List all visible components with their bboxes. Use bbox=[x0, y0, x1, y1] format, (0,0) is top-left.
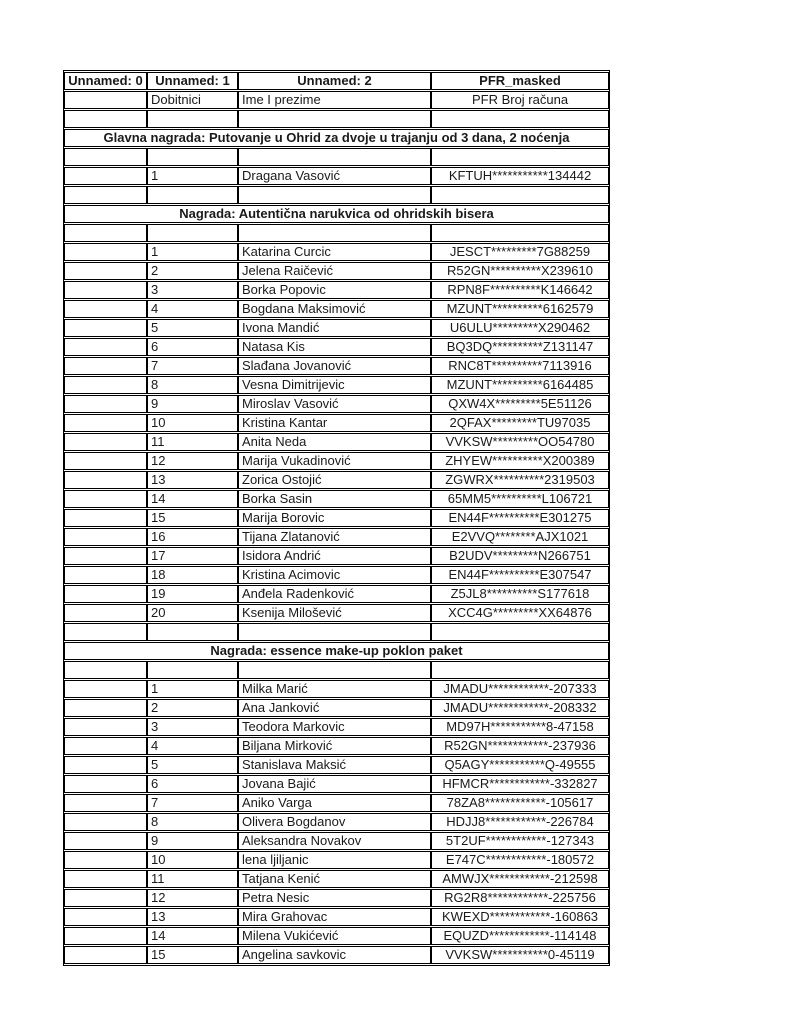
empty-cell bbox=[64, 737, 147, 755]
table-row bbox=[64, 775, 609, 793]
pfr-masked-cell: MZUNT**********6162579 bbox=[431, 300, 609, 318]
pfr-masked-cell: E2VVQ********AJX1021 bbox=[431, 528, 609, 546]
table-row bbox=[64, 490, 609, 508]
header-row bbox=[64, 72, 609, 90]
winner-name-cell: Vesna Dimitrijevic bbox=[238, 376, 431, 394]
pfr-masked-cell: Q5AGY***********Q-49555 bbox=[431, 756, 609, 774]
empty-cell bbox=[64, 889, 147, 907]
winner-name-cell: Aleksandra Novakov bbox=[238, 832, 431, 850]
table-row bbox=[64, 851, 609, 869]
table-row bbox=[64, 699, 609, 717]
pfr-masked-cell: E747C************-180572 bbox=[431, 851, 609, 869]
pfr-masked-cell: 5T2UF************-127343 bbox=[431, 832, 609, 850]
table-row bbox=[64, 338, 609, 356]
empty-cell bbox=[64, 908, 147, 926]
winner-number-cell: 2 bbox=[147, 699, 238, 717]
spacer-row bbox=[64, 148, 609, 166]
empty-cell bbox=[147, 148, 238, 166]
winner-name-cell: Aniko Varga bbox=[238, 794, 431, 812]
winner-name-cell: Borka Popovic bbox=[238, 281, 431, 299]
empty-cell bbox=[238, 148, 431, 166]
winner-name-cell: Stanislava Maksić bbox=[238, 756, 431, 774]
empty-cell bbox=[238, 110, 431, 128]
subheader-row bbox=[64, 91, 609, 109]
table-row bbox=[64, 262, 609, 280]
winners-table bbox=[63, 70, 610, 966]
empty-cell bbox=[64, 718, 147, 736]
winner-number-cell: 15 bbox=[147, 509, 238, 527]
table-row bbox=[64, 870, 609, 888]
table-row bbox=[64, 433, 609, 451]
section-title-cell: Nagrada: essence make-up poklon paket bbox=[64, 642, 609, 660]
winner-name-cell: Angelina savkovic bbox=[238, 946, 431, 964]
winner-name-cell: Natasa Kis bbox=[238, 338, 431, 356]
pfr-masked-cell: XCC4G*********XX64876 bbox=[431, 604, 609, 622]
empty-cell bbox=[64, 528, 147, 546]
pfr-masked-cell: MD97H***********8-47158 bbox=[431, 718, 609, 736]
winner-name-cell: Ana Janković bbox=[238, 699, 431, 717]
pfr-masked-cell: ZHYEW**********X200389 bbox=[431, 452, 609, 470]
table-row bbox=[64, 585, 609, 603]
empty-cell bbox=[64, 376, 147, 394]
empty-cell bbox=[147, 224, 238, 242]
table-row bbox=[64, 927, 609, 945]
spacer-row bbox=[64, 661, 609, 679]
winner-name-cell: Jelena Raičević bbox=[238, 262, 431, 280]
empty-cell bbox=[64, 851, 147, 869]
section-title-cell: Glavna nagrada: Putovanje u Ohrid za dvoje u trajanju od 3 dana, 2 noćenja bbox=[64, 129, 609, 147]
table-row bbox=[64, 737, 609, 755]
empty-cell bbox=[238, 186, 431, 204]
winner-name-cell: Mira Grahovac bbox=[238, 908, 431, 926]
empty-cell bbox=[238, 224, 431, 242]
pfr-masked-cell: BQ3DQ**********Z131147 bbox=[431, 338, 609, 356]
pfr-masked-cell: R52GN************-237936 bbox=[431, 737, 609, 755]
table-row bbox=[64, 756, 609, 774]
table-row bbox=[64, 547, 609, 565]
table-row bbox=[64, 813, 609, 831]
winner-number-cell: 1 bbox=[147, 243, 238, 261]
empty-cell bbox=[431, 661, 609, 679]
empty-cell bbox=[64, 623, 147, 641]
winner-number-cell: 20 bbox=[147, 604, 238, 622]
empty-cell bbox=[64, 414, 147, 432]
pfr-masked-cell: U6ULU*********X290462 bbox=[431, 319, 609, 337]
table-row bbox=[64, 167, 609, 185]
pfr-masked-cell: 78ZA8************-105617 bbox=[431, 794, 609, 812]
winner-name-cell: Tijana Zlatanović bbox=[238, 528, 431, 546]
empty-cell bbox=[64, 813, 147, 831]
empty-cell bbox=[64, 319, 147, 337]
winner-number-cell: 13 bbox=[147, 908, 238, 926]
winner-number-cell: 13 bbox=[147, 471, 238, 489]
empty-cell bbox=[147, 110, 238, 128]
winner-number-cell: 9 bbox=[147, 395, 238, 413]
empty-cell bbox=[64, 300, 147, 318]
empty-cell bbox=[64, 585, 147, 603]
col-header-unnamed-0: Unnamed: 0 bbox=[64, 72, 147, 90]
empty-cell bbox=[64, 148, 147, 166]
winner-number-cell: 8 bbox=[147, 813, 238, 831]
table-row bbox=[64, 414, 609, 432]
winner-number-cell: 7 bbox=[147, 357, 238, 375]
empty-cell bbox=[64, 832, 147, 850]
empty-cell bbox=[64, 91, 147, 109]
table-row bbox=[64, 471, 609, 489]
empty-cell bbox=[64, 604, 147, 622]
winner-name-cell: Petra Nesic bbox=[238, 889, 431, 907]
winner-name-cell: Jovana Bajić bbox=[238, 775, 431, 793]
pfr-masked-cell: RG2R8************-225756 bbox=[431, 889, 609, 907]
table-body bbox=[64, 72, 609, 964]
winner-number-cell: 17 bbox=[147, 547, 238, 565]
empty-cell bbox=[64, 490, 147, 508]
winner-name-cell: Zorica Ostojić bbox=[238, 471, 431, 489]
winner-number-cell: 6 bbox=[147, 775, 238, 793]
table-row bbox=[64, 680, 609, 698]
winner-name-cell: Isidora Andrić bbox=[238, 547, 431, 565]
winner-number-cell: 10 bbox=[147, 851, 238, 869]
winner-name-cell: Tatjana Kenić bbox=[238, 870, 431, 888]
winner-number-cell: 5 bbox=[147, 319, 238, 337]
table-row bbox=[64, 376, 609, 394]
table-row bbox=[64, 357, 609, 375]
empty-cell bbox=[64, 357, 147, 375]
empty-cell bbox=[64, 775, 147, 793]
table-row bbox=[64, 300, 609, 318]
empty-cell bbox=[431, 186, 609, 204]
spacer-row bbox=[64, 186, 609, 204]
winner-name-cell: Bogdana Maksimović bbox=[238, 300, 431, 318]
empty-cell bbox=[147, 623, 238, 641]
pfr-masked-cell: R52GN**********X239610 bbox=[431, 262, 609, 280]
section-title-row bbox=[64, 129, 609, 147]
subheader-ime-i-prezime: Ime I prezime bbox=[238, 91, 431, 109]
table-row bbox=[64, 946, 609, 964]
empty-cell bbox=[64, 566, 147, 584]
pfr-masked-cell: QXW4X*********5E51126 bbox=[431, 395, 609, 413]
winner-number-cell: 7 bbox=[147, 794, 238, 812]
subheader-dobitnici: Dobitnici bbox=[147, 91, 238, 109]
winner-number-cell: 11 bbox=[147, 433, 238, 451]
winner-name-cell: Ksenija Milošević bbox=[238, 604, 431, 622]
spacer-row bbox=[64, 110, 609, 128]
winner-number-cell: 9 bbox=[147, 832, 238, 850]
empty-cell bbox=[238, 623, 431, 641]
empty-cell bbox=[64, 186, 147, 204]
empty-cell bbox=[238, 661, 431, 679]
winner-number-cell: 3 bbox=[147, 718, 238, 736]
pfr-masked-cell: 2QFAX*********TU97035 bbox=[431, 414, 609, 432]
pfr-masked-cell: MZUNT**********6164485 bbox=[431, 376, 609, 394]
winner-name-cell: Katarina Curcic bbox=[238, 243, 431, 261]
empty-cell bbox=[64, 699, 147, 717]
table-row bbox=[64, 889, 609, 907]
pfr-masked-cell: EN44F**********E301275 bbox=[431, 509, 609, 527]
table-row bbox=[64, 452, 609, 470]
section-title-row bbox=[64, 205, 609, 223]
table-row bbox=[64, 794, 609, 812]
winner-number-cell: 16 bbox=[147, 528, 238, 546]
empty-cell bbox=[431, 623, 609, 641]
winner-number-cell: 15 bbox=[147, 946, 238, 964]
winner-number-cell: 10 bbox=[147, 414, 238, 432]
winner-name-cell: Miroslav Vasović bbox=[238, 395, 431, 413]
table-row bbox=[64, 243, 609, 261]
empty-cell bbox=[431, 224, 609, 242]
pfr-masked-cell: ZGWRX**********2319503 bbox=[431, 471, 609, 489]
winner-number-cell: 18 bbox=[147, 566, 238, 584]
table-row bbox=[64, 832, 609, 850]
empty-cell bbox=[431, 110, 609, 128]
pfr-masked-cell: EN44F**********E307547 bbox=[431, 566, 609, 584]
winner-name-cell: lena ljiljanic bbox=[238, 851, 431, 869]
empty-cell bbox=[64, 661, 147, 679]
empty-cell bbox=[64, 243, 147, 261]
winner-number-cell: 11 bbox=[147, 870, 238, 888]
winner-number-cell: 3 bbox=[147, 281, 238, 299]
empty-cell bbox=[64, 870, 147, 888]
pfr-masked-cell: JESCT*********7G88259 bbox=[431, 243, 609, 261]
winner-number-cell: 12 bbox=[147, 452, 238, 470]
spacer-row bbox=[64, 224, 609, 242]
empty-cell bbox=[64, 110, 147, 128]
spacer-row bbox=[64, 623, 609, 641]
table-row bbox=[64, 395, 609, 413]
empty-cell bbox=[64, 452, 147, 470]
empty-cell bbox=[431, 148, 609, 166]
winner-number-cell: 12 bbox=[147, 889, 238, 907]
empty-cell bbox=[64, 756, 147, 774]
winner-name-cell: Borka Sasin bbox=[238, 490, 431, 508]
winner-number-cell: 1 bbox=[147, 167, 238, 185]
table-row bbox=[64, 528, 609, 546]
winner-number-cell: 4 bbox=[147, 737, 238, 755]
table-row bbox=[64, 566, 609, 584]
col-header-unnamed-2: Unnamed: 2 bbox=[238, 72, 431, 90]
winner-name-cell: Dragana Vasović bbox=[238, 167, 431, 185]
pfr-masked-cell: HDJJ8************-226784 bbox=[431, 813, 609, 831]
empty-cell bbox=[64, 794, 147, 812]
pfr-masked-cell: 65MM5**********L106721 bbox=[431, 490, 609, 508]
winner-number-cell: 5 bbox=[147, 756, 238, 774]
empty-cell bbox=[64, 395, 147, 413]
winner-number-cell: 14 bbox=[147, 490, 238, 508]
empty-cell bbox=[64, 471, 147, 489]
pfr-masked-cell: EQUZD************-114148 bbox=[431, 927, 609, 945]
empty-cell bbox=[64, 547, 147, 565]
pfr-masked-cell: RNC8T**********7113916 bbox=[431, 357, 609, 375]
winner-number-cell: 19 bbox=[147, 585, 238, 603]
winner-name-cell: Teodora Markovic bbox=[238, 718, 431, 736]
winner-number-cell: 1 bbox=[147, 680, 238, 698]
col-header-pfr-masked: PFR_masked bbox=[431, 72, 609, 90]
winner-name-cell: Marija Borovic bbox=[238, 509, 431, 527]
empty-cell bbox=[64, 680, 147, 698]
pfr-masked-cell: Z5JL8**********S177618 bbox=[431, 585, 609, 603]
empty-cell bbox=[147, 661, 238, 679]
pfr-masked-cell: VVKSW*********OO54780 bbox=[431, 433, 609, 451]
table-row bbox=[64, 319, 609, 337]
winner-name-cell: Marija Vukadinović bbox=[238, 452, 431, 470]
winner-name-cell: Ivona Mandić bbox=[238, 319, 431, 337]
col-header-unnamed-1: Unnamed: 1 bbox=[147, 72, 238, 90]
pfr-masked-cell: KFTUH***********134442 bbox=[431, 167, 609, 185]
winner-number-cell: 8 bbox=[147, 376, 238, 394]
winner-name-cell: Kristina Acimovic bbox=[238, 566, 431, 584]
winner-name-cell: Anđela Radenković bbox=[238, 585, 431, 603]
empty-cell bbox=[147, 186, 238, 204]
table-row bbox=[64, 509, 609, 527]
pfr-masked-cell: JMADU************-207333 bbox=[431, 680, 609, 698]
table-row bbox=[64, 908, 609, 926]
winner-name-cell: Kristina Kantar bbox=[238, 414, 431, 432]
subheader-pfr-broj-racuna: PFR Broj računa bbox=[431, 91, 609, 109]
winner-name-cell: Olivera Bogdanov bbox=[238, 813, 431, 831]
pfr-masked-cell: HFMCR************-332827 bbox=[431, 775, 609, 793]
empty-cell bbox=[64, 946, 147, 964]
empty-cell bbox=[64, 224, 147, 242]
pfr-masked-cell: KWEXD************-160863 bbox=[431, 908, 609, 926]
winner-name-cell: Anita Neda bbox=[238, 433, 431, 451]
table-row bbox=[64, 604, 609, 622]
winner-number-cell: 14 bbox=[147, 927, 238, 945]
empty-cell bbox=[64, 262, 147, 280]
empty-cell bbox=[64, 927, 147, 945]
winner-name-cell: Biljana Mirković bbox=[238, 737, 431, 755]
winner-number-cell: 4 bbox=[147, 300, 238, 318]
winner-name-cell: Milena Vukićević bbox=[238, 927, 431, 945]
winner-number-cell: 2 bbox=[147, 262, 238, 280]
empty-cell bbox=[64, 509, 147, 527]
pfr-masked-cell: B2UDV*********N266751 bbox=[431, 547, 609, 565]
winner-name-cell: Slađana Jovanović bbox=[238, 357, 431, 375]
pfr-masked-cell: AMWJX************-212598 bbox=[431, 870, 609, 888]
pfr-masked-cell: VVKSW***********0-45119 bbox=[431, 946, 609, 964]
winner-number-cell: 6 bbox=[147, 338, 238, 356]
pfr-masked-cell: JMADU************-208332 bbox=[431, 699, 609, 717]
table-row bbox=[64, 718, 609, 736]
pfr-masked-cell: RPN8F**********K146642 bbox=[431, 281, 609, 299]
empty-cell bbox=[64, 433, 147, 451]
table-row bbox=[64, 281, 609, 299]
section-title-row bbox=[64, 642, 609, 660]
empty-cell bbox=[64, 281, 147, 299]
empty-cell bbox=[64, 167, 147, 185]
winner-name-cell: Milka Marić bbox=[238, 680, 431, 698]
section-title-cell: Nagrada: Autentična narukvica od ohridskih bisera bbox=[64, 205, 609, 223]
empty-cell bbox=[64, 338, 147, 356]
